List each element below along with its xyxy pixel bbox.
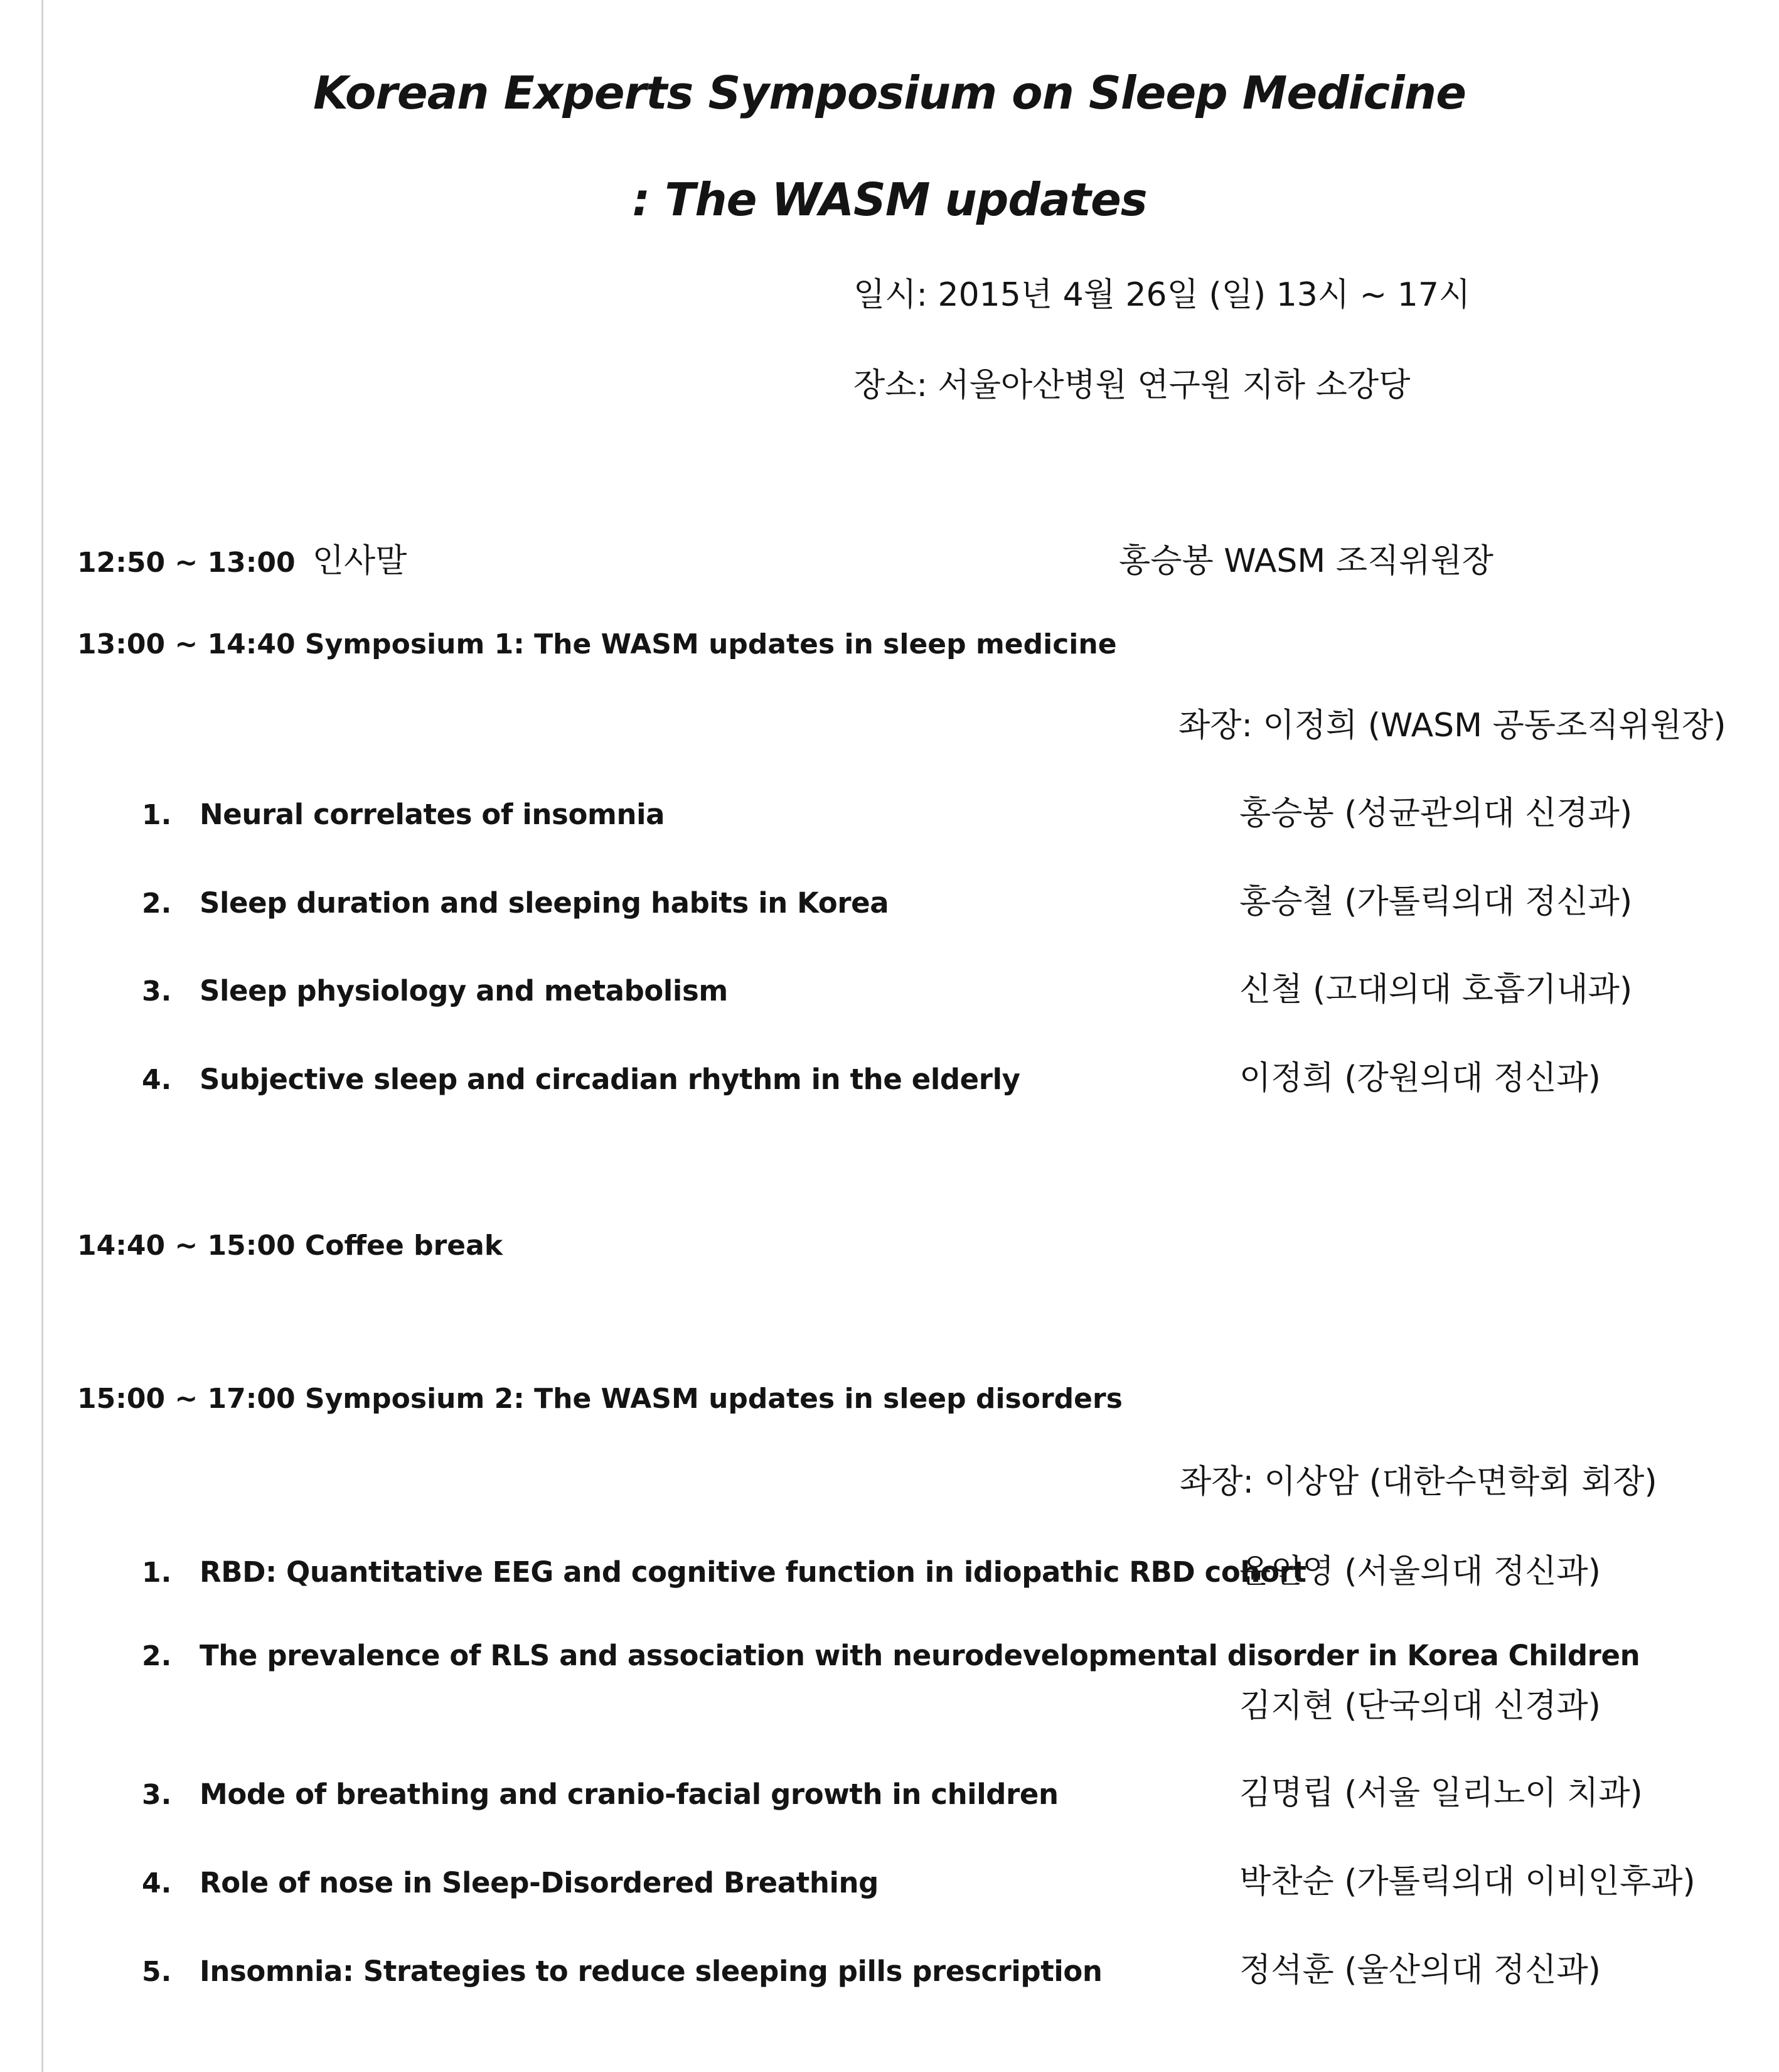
opening-time: 12:50 ~ 13:00 — [77, 547, 296, 579]
talk-speaker: 홍승봉 (성균관의대 신경과) — [1239, 795, 1633, 832]
talk-number: 5. — [142, 1956, 172, 1988]
talk-number: 3. — [142, 975, 172, 1007]
symposium2-heading: 15:00 ~ 17:00 Symposium 2: The WASM updates in sleep disorders — [77, 1383, 1123, 1415]
talk-number: 4. — [142, 1867, 172, 1899]
talk-number: 1. — [142, 1557, 172, 1589]
event-venue: 장소: 서울아산병원 연구원 지하 소강당 — [853, 367, 1411, 404]
talk-speaker: 김명립 (서울 일리노이 치과) — [1239, 1774, 1643, 1812]
talk-speaker: 이정희 (강원의대 정신과) — [1239, 1060, 1601, 1097]
talk-speaker: 김지현 (단국의대 신경과) — [1239, 1687, 1601, 1725]
symposium1-chair: 좌장: 이정희 (WASM 공동조직위원장) — [1178, 707, 1726, 744]
talk-number: 4. — [142, 1064, 172, 1096]
talk-speaker: 정석훈 (울산의대 정신과) — [1239, 1951, 1601, 1989]
talk-title: The prevalence of RLS and association with neurodevelopmental disorder in Korea Children — [200, 1639, 1640, 1672]
page-left-border — [41, 0, 43, 2072]
talk-number: 3. — [142, 1779, 172, 1811]
talk-number: 2. — [142, 888, 172, 920]
talk-speaker: 신철 (고대의대 호흡기내과) — [1239, 971, 1633, 1009]
talk-speaker: 윤인영 (서울의대 정신과) — [1239, 1553, 1601, 1591]
document-title: Korean Experts Symposium on Sleep Medicine — [313, 67, 1466, 119]
document-subtitle: : The WASM updates — [632, 173, 1147, 226]
talk-title: Sleep duration and sleeping habits in Korea — [200, 886, 889, 920]
symposium1-heading: 13:00 ~ 14:40 Symposium 1: The WASM updates in sleep medicine — [77, 628, 1117, 660]
coffee-break: 14:40 ~ 15:00 Coffee break — [77, 1230, 503, 1262]
talk-speaker: 박찬순 (가톨릭의대 이비인후과) — [1239, 1863, 1696, 1901]
opening-speaker: 홍승봉 WASM 조직위원장 — [1119, 542, 1493, 580]
talk-title: Neural correlates of insomnia — [200, 798, 665, 831]
talk-speaker: 홍승철 (가톨릭의대 정신과) — [1239, 883, 1633, 921]
talk-title: Insomnia: Strategies to reduce sleeping pills prescription — [200, 1955, 1103, 1988]
talk-number: 2. — [142, 1640, 172, 1672]
opening-label: 인사말 — [312, 542, 407, 580]
talk-number: 1. — [142, 799, 172, 831]
event-date: 일시: 2015년 4월 26일 (일) 13시 ~ 17시 — [853, 276, 1471, 314]
talk-title: Mode of breathing and cranio-facial growth in children — [200, 1778, 1059, 1811]
talk-title: Role of nose in Sleep-Disordered Breathing — [200, 1866, 879, 1899]
symposium2-chair: 좌장: 이상암 (대한수면학회 회장) — [1180, 1463, 1657, 1501]
talk-title: Subjective sleep and circadian rhythm in the elderly — [200, 1063, 1020, 1096]
talk-title: RBD: Quantitative EEG and cognitive function in idiopathic RBD cohort — [200, 1555, 1306, 1589]
opening-row — [77, 542, 407, 580]
talk-title: Sleep physiology and metabolism — [200, 974, 728, 1007]
